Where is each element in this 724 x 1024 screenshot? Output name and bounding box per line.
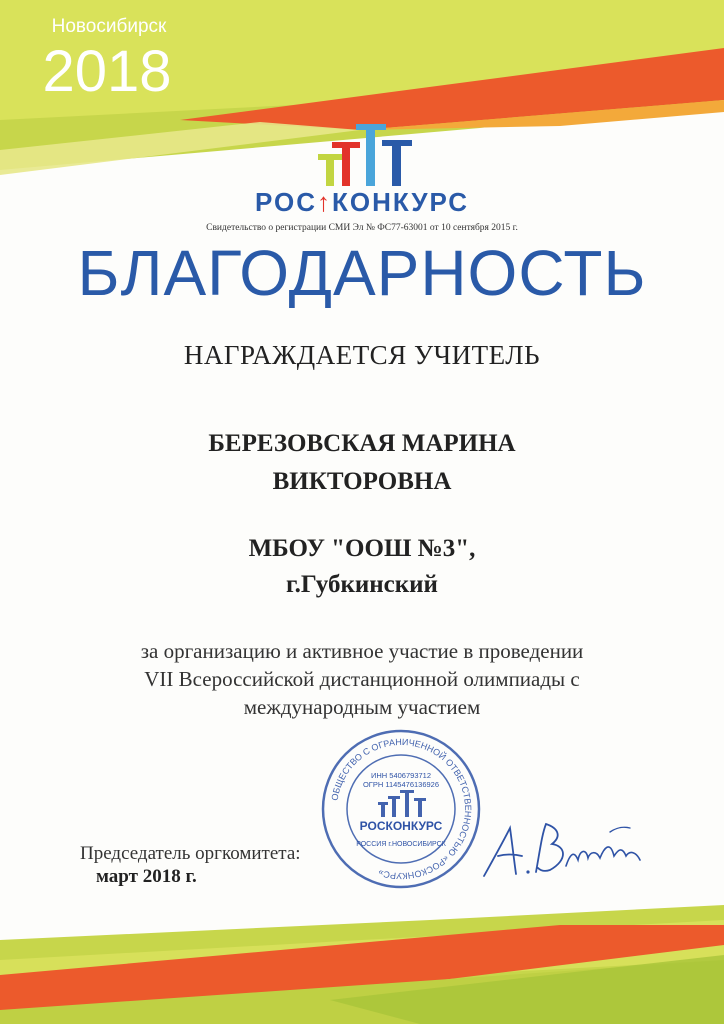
organization-line2: г.Губкинский (286, 571, 438, 598)
certificate-title: БЛАГОДАРНОСТЬ (77, 237, 647, 309)
header-year: 2018 (42, 39, 172, 104)
official-stamp-icon (318, 726, 484, 892)
certificate-subtitle: НАГРАЖДАЕТСЯ УЧИТЕЛЬ (183, 340, 541, 370)
recipient-name-line2: ВИКТОРОВНА (272, 468, 452, 495)
brand-name (222, 187, 502, 218)
signature-icon (470, 810, 660, 890)
brand-left: РОС (254, 187, 317, 217)
brand-right: КОНКУРС (331, 187, 470, 217)
stamp-ogrn: ОГРН 1145476136926 (362, 780, 440, 789)
recipient-name-line1: БЕРЕЗОВСКАЯ МАРИНА (208, 430, 516, 457)
recipient-organization (0, 531, 724, 603)
recipient-name (0, 425, 724, 501)
stamp-inn: ИНН 5406793712 (370, 771, 432, 780)
reason-line1: за организацию и активное участие в проведении (140, 639, 584, 663)
stamp-ring-text: ОБЩЕСТВО С ОГРАНИЧЕННОЙ ОТВЕТСТВЕННОСТЬЮ «РОСКОНКУРС» (329, 736, 474, 882)
svg-text:ОБЩЕСТВО С ОГРАНИЧЕННОЙ ОТВЕТС (330, 737, 474, 881)
reason-line2: VII Всероссийской дистанционной олимпиады с (144, 667, 580, 691)
organization-line1: МБОУ "ООШ №3", (248, 535, 476, 562)
brand-arrow-icon: ↑ (316, 187, 332, 217)
stamp-bottom: РОССИЯ г.НОВОСИБИРСК (356, 841, 446, 848)
buildings-logo-icon (312, 118, 420, 188)
header-city: Новосибирск (51, 16, 167, 37)
stamp-brand: РОСКОНКУРС (359, 819, 443, 833)
issue-date: март 2018 г. (96, 866, 197, 887)
chairman-label: Председатель оргкомитета: (80, 843, 301, 864)
reason-line3: международным участием (243, 695, 481, 719)
award-reason (60, 637, 664, 721)
registration-note: Свидетельство о регистрации СМИ Эл № ФС77-63001 от 10 сентября 2015 г. (206, 223, 518, 233)
